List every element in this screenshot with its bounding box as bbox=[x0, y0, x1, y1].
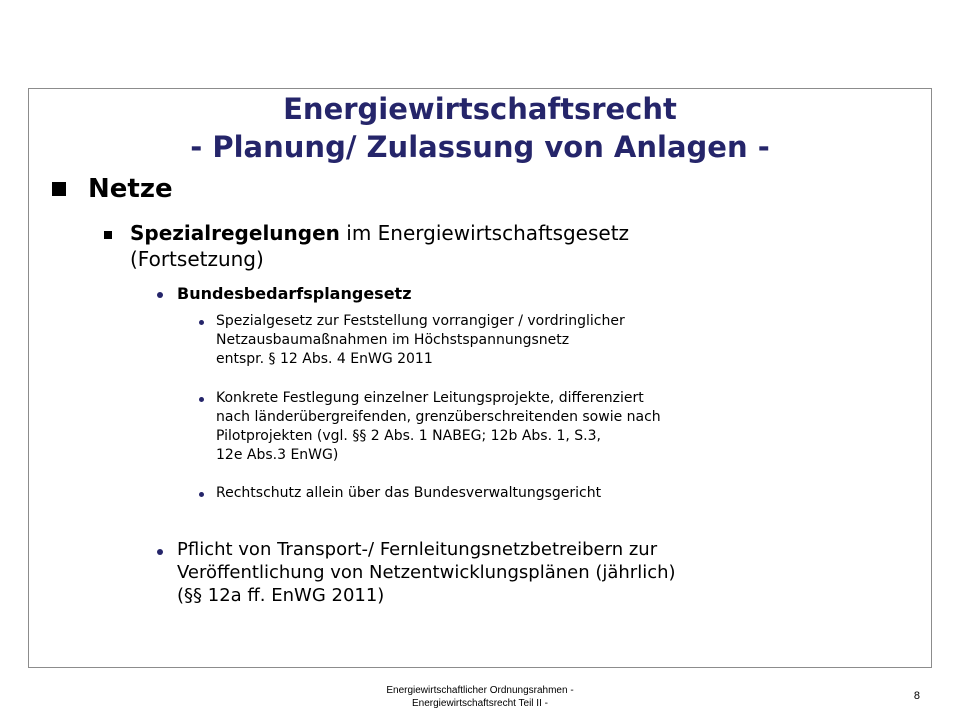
title-line-1: Energiewirtschaftsrecht bbox=[283, 92, 677, 126]
slide-title bbox=[28, 90, 932, 166]
sub-item-text bbox=[216, 312, 859, 369]
sub-item-line: nach länderübergreifenden, grenzüberschreitenden sowie nach bbox=[216, 409, 661, 425]
sub-item bbox=[199, 389, 859, 465]
bullet-level-2 bbox=[104, 220, 804, 272]
dot-bullet-icon bbox=[199, 320, 204, 325]
bullet-line: Veröffentlichung von Netzentwicklungsplänen (jährlich) bbox=[177, 562, 676, 583]
sub-item-line: Pilotprojekten (vgl. §§ 2 Abs. 1 NABEG; 12b Abs. 1, S.3, bbox=[216, 428, 601, 444]
bullet-pflicht-text bbox=[177, 538, 877, 607]
bold-term: Spezialregelungen bbox=[130, 221, 340, 245]
bullet-level-3-pflicht bbox=[157, 538, 877, 607]
sub-item-line: Rechtschutz allein über das Bundesverwaltungsgericht bbox=[216, 485, 602, 501]
bullet-rest: im Energiewirtschaftsgesetz bbox=[339, 221, 630, 245]
bullet-line: (§§ 12a ff. EnWG 2011) bbox=[177, 585, 385, 606]
sub-item-line: Konkrete Festlegung einzelner Leitungsprojekte, differenziert bbox=[216, 390, 644, 406]
sub-item bbox=[199, 312, 859, 369]
title-line-2: - Planung/ Zulassung von Anlagen - bbox=[190, 130, 770, 164]
bullet-spezialregelungen bbox=[130, 220, 804, 272]
footer bbox=[300, 684, 660, 710]
bullet-level-1 bbox=[52, 172, 173, 206]
footer-line-1: Energiewirtschaftlicher Ordnungsrahmen - bbox=[386, 685, 574, 696]
sub-item-line: Spezialgesetz zur Feststellung vorrangiger / vordringlicher bbox=[216, 313, 625, 329]
sub-item-line: Netzausbaumaßnahmen im Höchstspannungsnetz bbox=[216, 332, 570, 348]
dot-bullet-icon bbox=[199, 492, 204, 497]
bullet-netze: Netze bbox=[88, 174, 173, 204]
square-bullet-icon bbox=[52, 182, 66, 196]
sub-item-line: entspr. § 12 Abs. 4 EnWG 2011 bbox=[216, 351, 433, 367]
sub-item bbox=[199, 484, 859, 503]
dot-bullet-icon bbox=[157, 292, 163, 298]
bullet-level-3-heading bbox=[157, 282, 877, 306]
bullet-bundesbedarfsplangesetz: Bundesbedarfsplangesetz bbox=[177, 284, 412, 303]
sub-item-text bbox=[216, 389, 859, 465]
footer-line-2: Energiewirtschaftsrecht Teil II - bbox=[412, 698, 548, 709]
square-bullet-icon bbox=[104, 231, 112, 239]
dot-bullet-icon bbox=[199, 397, 204, 402]
sub-item-text bbox=[216, 484, 859, 503]
bullet-line: Pflicht von Transport-/ Fernleitungsnetzbetreibern zur bbox=[177, 539, 658, 560]
page-number: 8 bbox=[913, 690, 920, 702]
dot-bullet-icon bbox=[157, 549, 163, 555]
bullet-continuation: (Fortsetzung) bbox=[130, 247, 264, 271]
sub-item-line: 12e Abs.3 EnWG) bbox=[216, 447, 339, 463]
